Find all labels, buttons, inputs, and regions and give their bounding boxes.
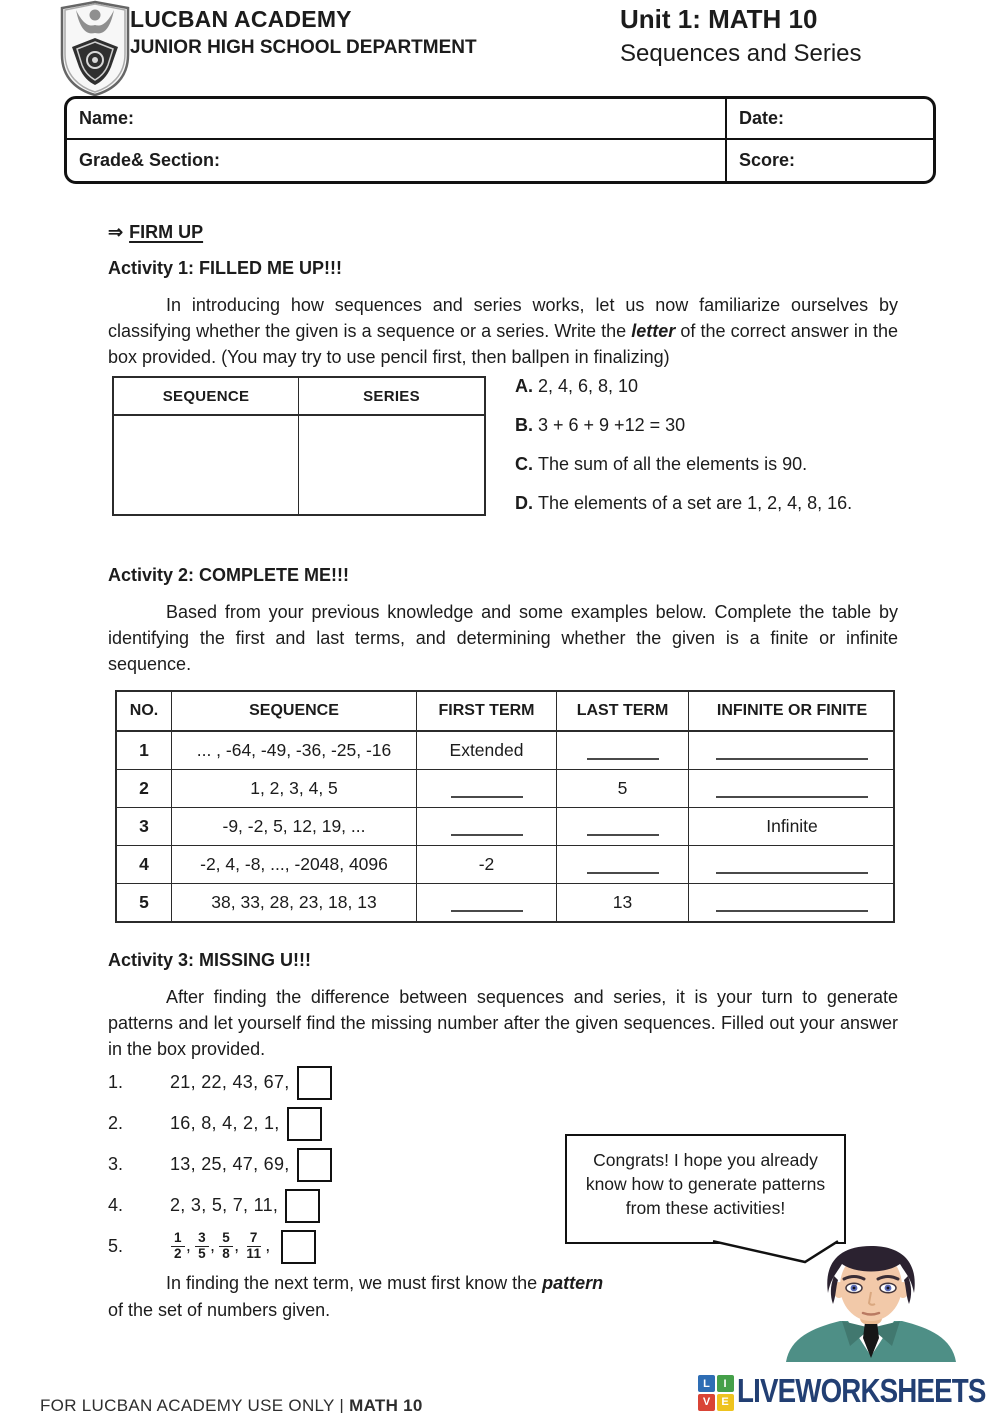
series-column-header: SERIES [363,387,420,405]
brand-block-e: E [717,1394,734,1411]
option-d-text: The elements of a set are 1, 2, 4, 8, 16. [538,493,853,513]
answer-box[interactable] [297,1148,332,1182]
sequence-series-header-row [114,378,484,416]
liveworksheets-wordmark: LIVEWORKSHEETS [736,1372,986,1409]
closing-bold: pattern [542,1273,604,1293]
blank-line[interactable] [451,780,523,798]
fraction: $\frac{3}{5}$ [195,1231,209,1262]
footer-note [40,1396,423,1413]
table-row [117,846,893,884]
firm-up-label: FIRM UP [129,222,204,242]
cell-sequence: ... , -64, -49, -36, -25, -16 [172,732,417,769]
list-item [108,1226,568,1267]
cell-no: 2 [117,770,172,807]
option-a-text: 2, 4, 6, 8, 10 [538,376,639,396]
option-c [515,452,935,476]
fraction-sequence [170,1231,274,1262]
table-row [117,808,893,846]
student-info-table [64,96,936,184]
activity1-intro [108,292,898,370]
activity3-item-list [108,1062,568,1267]
name-label: Name: [79,108,135,128]
cell-no: 3 [117,808,172,845]
item-number: 4. [108,1195,124,1215]
brand-block-v: V [698,1394,715,1411]
item-sequence-text: 16, 8, 4, 2, 1, [170,1113,280,1133]
blank-line[interactable] [716,894,868,912]
grade-section-label: Grade& Section: [79,150,221,170]
closing-part1: In finding the next term, we must first know the [166,1273,543,1293]
item-number: 1. [108,1072,124,1092]
brand-block-l: L [698,1375,715,1392]
blank-line[interactable] [716,742,868,760]
complete-me-header-row [117,692,893,732]
blank-line[interactable] [587,856,659,874]
option-b [515,413,935,437]
date-label: Date: [739,108,785,128]
blank-line[interactable] [587,818,659,836]
fraction: $\frac{7}{11}$ [246,1230,262,1261]
closing-note [108,1270,613,1324]
table-row [117,884,893,921]
blank-line[interactable] [451,818,523,836]
item-sequence-text: 21, 22, 43, 67, [170,1072,290,1092]
blank-line[interactable] [716,856,868,874]
cell-infinite-or-finite [689,846,895,883]
grade-section-field-cell[interactable] [67,140,727,181]
col-header-infinite-or-finite: INFINITE OR FINITE [716,702,868,719]
cell-first-term: -2 [417,846,557,883]
cell-no: 4 [117,846,172,883]
cell-infinite-or-finite [689,732,895,769]
fraction: $\frac{1}{2}$ [171,1231,185,1262]
item-sequence-text: 13, 25, 47, 69, [170,1154,290,1174]
liveworksheets-logo [698,1372,1000,1411]
cell-no: 1 [117,732,172,769]
list-item [108,1062,568,1103]
cell-first-term [417,770,557,807]
date-field-cell[interactable] [727,99,933,140]
answer-box[interactable] [287,1107,322,1141]
unit-subtitle: Sequences and Series [620,40,862,67]
cell-first-term [417,808,557,845]
fraction-separator: , [234,1235,240,1256]
answer-box[interactable] [281,1230,316,1264]
score-field-cell[interactable] [727,140,933,181]
cell-sequence: 38, 33, 28, 23, 18, 13 [172,884,417,921]
cell-infinite-or-finite [689,770,895,807]
speech-bubble [565,1134,846,1244]
activity3-intro: After finding the difference between sequences and series, it is your turn to generate patterns and let yourself find the missing number after the given sequences. Filled out your answer in the box provided. [108,987,898,1059]
fraction-separator: , [265,1235,271,1256]
cell-sequence: -9, -2, 5, 12, 19, ... [172,808,417,845]
activity1-options [515,374,935,530]
school-name: LUCBAN ACADEMY [130,6,352,32]
sequence-series-answer-row [114,416,484,514]
option-d [515,491,935,515]
school-crest-logo [58,0,132,97]
activity2-title: Activity 2: COMPLETE ME!!! [108,565,350,585]
answer-box[interactable] [285,1189,320,1223]
teacher-avatar [778,1246,964,1362]
cell-sequence: 1, 2, 3, 4, 5 [172,770,417,807]
fraction-separator: , [185,1235,192,1256]
cell-infinite-or-finite [689,884,895,921]
cell-first-term [417,884,557,921]
option-a-letter: A. [515,376,533,396]
fraction-separator: , [209,1235,216,1256]
speech-bubble-text: Congrats! I hope you already know how to generate patterns from these activities! [585,1150,826,1218]
blank-line[interactable] [451,894,523,912]
option-c-letter: C. [515,454,533,474]
series-answer-cell[interactable] [299,416,484,514]
activity2-intro: Based from your previous knowledge and some examples below. Complete the table by identifying the first and last terms, and determining whether the given is a finite or infinite sequence. [108,602,898,674]
liveworksheets-blocks-icon [698,1375,734,1411]
fraction: $\frac{5}{8}$ [219,1231,233,1262]
cell-first-term: Extended [417,732,557,769]
option-b-letter: B. [515,415,533,435]
activity3-title: Activity 3: MISSING U!!! [108,950,312,970]
cell-last-term: 5 [557,770,689,807]
department-name: JUNIOR HIGH SCHOOL DEPARTMENT [130,37,477,58]
cell-no: 5 [117,884,172,921]
answer-box[interactable] [297,1066,332,1100]
footer-text: FOR LUCBAN ACADEMY USE ONLY | [40,1396,350,1413]
table-row [117,732,893,770]
col-header-last-term: LAST TERM [557,692,689,730]
sequence-answer-cell[interactable] [114,416,299,514]
cell-last-term: 13 [557,884,689,921]
cell-sequence: -2, 4, -8, ..., -2048, 4096 [172,846,417,883]
activity1-intro-part1: In introducing how sequences and series works, let us now familiarize ourselves by classifying whether the given is a sequence or a series. Write the [108,295,898,341]
activity1-title: Activity 1: FILLED ME UP!!! [108,258,343,278]
col-header-sequence: SEQUENCE [172,692,417,730]
activity1-intro-part2: of the correct answer in the box provided. (You may try to use pencil first, then ballpen in finalizing) [108,321,899,367]
list-item [108,1103,568,1144]
item-number: 2. [108,1113,124,1133]
blank-line[interactable] [587,742,659,760]
sequence-series-table [112,376,486,516]
cell-infinite-or-finite: Infinite [766,816,818,836]
list-item [108,1144,568,1185]
name-field-cell[interactable] [67,99,727,140]
blank-line[interactable] [716,780,868,798]
unit-title: Unit 1: MATH 10 [620,4,818,34]
col-header-no: NO. [117,692,172,730]
brand-block-i: I [717,1375,734,1392]
option-d-letter: D. [515,493,533,513]
table-row [117,770,893,808]
footer-course-code: MATH 10 [349,1396,423,1413]
activity1-intro-bold: letter [631,321,676,341]
cell-last-term [557,808,689,845]
firm-up-heading [108,222,203,243]
score-label: Score: [739,150,796,170]
option-b-text: 3 + 6 + 9 +12 = 30 [538,415,686,435]
arrow-icon: ⇒ [108,222,124,242]
item-sequence-text: 2, 3, 5, 7, 11, [170,1195,279,1215]
option-a [515,374,935,398]
cell-last-term [557,846,689,883]
complete-me-table [115,690,895,923]
col-header-first-term: FIRST TERM [417,692,557,730]
cell-last-term [557,732,689,769]
item-number: 3. [108,1154,124,1174]
list-item [108,1185,568,1226]
sequence-column-header: SEQUENCE [114,378,299,414]
option-c-text: The sum of all the elements is 90. [538,454,808,474]
closing-part2: of the set of numbers given. [108,1300,331,1320]
item-number: 5. [108,1236,124,1256]
